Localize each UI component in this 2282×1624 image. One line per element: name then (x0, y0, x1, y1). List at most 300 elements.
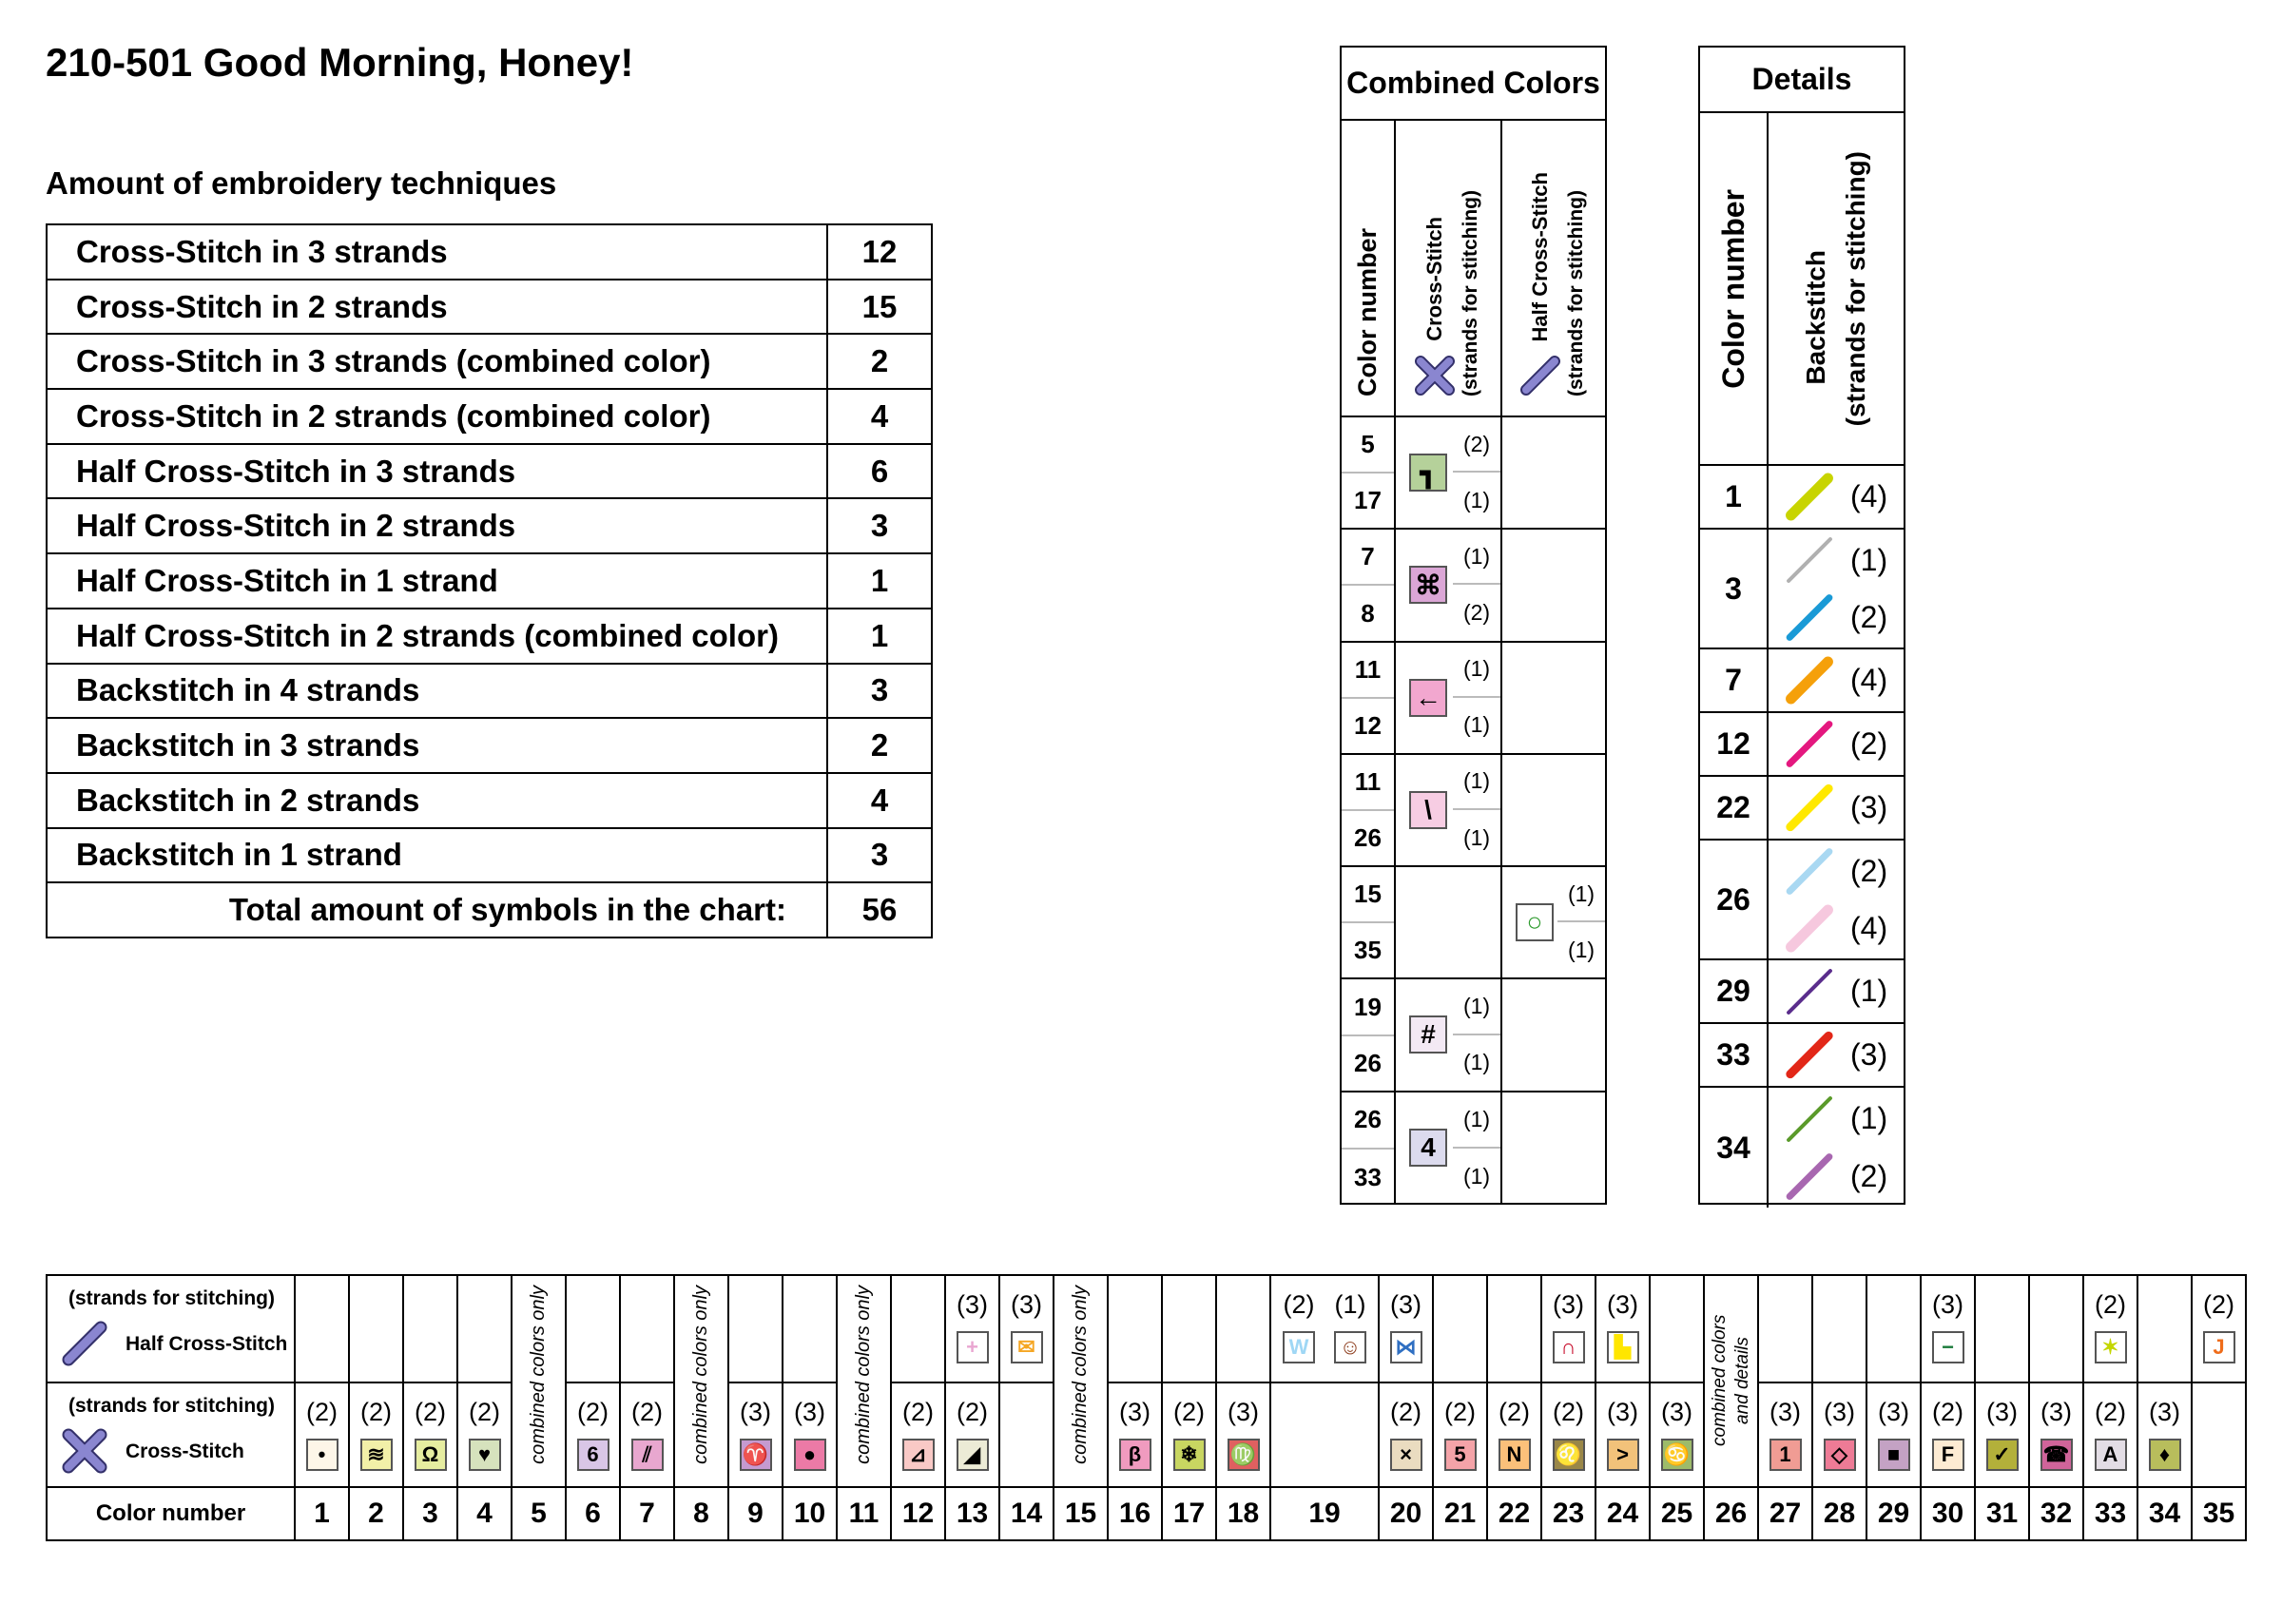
combined-color-group (1342, 979, 1605, 1092)
symbol-box: ⊿ (902, 1439, 935, 1471)
combined-color-group (1342, 417, 1605, 530)
strands-count: (3) (794, 1398, 825, 1426)
color-number: 26 (1700, 841, 1769, 958)
half-cross-stitch-cell (2029, 1275, 2083, 1382)
combined-only-label: combined colors only (1070, 1286, 1091, 1464)
backstitch-line (1769, 844, 1904, 898)
strands-count: (1) (1453, 979, 1500, 1034)
cross-stitch-entry (297, 1383, 348, 1471)
technique-row (47, 553, 932, 609)
symbol-box: \ (1409, 791, 1447, 829)
cross-stitch-entry (2139, 1383, 2191, 1471)
strands-count: (3) (1850, 1037, 1888, 1072)
color-number: 32 (2029, 1487, 2083, 1540)
backstitch-row (1700, 713, 1904, 777)
strands-count: (3) (1390, 1290, 1421, 1319)
half-cross-stitch-entry (1325, 1276, 1376, 1363)
combined-colors-note (674, 1275, 728, 1487)
technique-row (47, 224, 932, 280)
combined-color-numbers (1342, 417, 1396, 528)
color-number: 11 (1342, 643, 1394, 699)
combined-colors-note (1704, 1275, 1758, 1487)
technique-count: 1 (827, 609, 932, 664)
combined-only-label: combined colors only (853, 1286, 874, 1464)
color-number: 21 (1433, 1487, 1487, 1540)
backstitch-line (1769, 1092, 1904, 1146)
cross-stitch-entry (1923, 1383, 1974, 1471)
color-number: 11 (1342, 755, 1394, 811)
technique-label: Backstitch in 1 strand (47, 828, 827, 883)
color-number: 5 (512, 1487, 566, 1540)
backstitch-line-icon (1785, 846, 1834, 896)
combined-color-group (1342, 530, 1605, 642)
symbol-box: ✓ (1986, 1439, 2019, 1471)
strands-count: (1) (1453, 643, 1500, 698)
color-number: 23 (1541, 1487, 1595, 1540)
technique-row (47, 498, 932, 553)
cross-stitch-cell (1396, 643, 1502, 753)
color-number: 14 (999, 1487, 1054, 1540)
color-number: 19 (1270, 1487, 1379, 1540)
strands-count: (1) (1453, 1092, 1500, 1149)
color-number: 12 (891, 1487, 945, 1540)
strands-count: (1) (1462, 487, 1491, 512)
strands-count: (1) (1557, 867, 1605, 922)
strands-count: (3) (957, 1290, 988, 1319)
strands-count: (2) (1444, 1398, 1476, 1426)
half-cross-stitch-cell (945, 1275, 999, 1382)
combined-color-numbers (1342, 979, 1396, 1090)
strands-count: (1) (1462, 712, 1491, 738)
color-number: 1 (295, 1487, 349, 1540)
cross-stitch-entry (351, 1383, 402, 1471)
backstitch-lines (1769, 466, 1904, 528)
col-hcs-label: Half Cross-Stitch (1528, 171, 1552, 341)
half-cross-stitch-cell (1502, 417, 1605, 528)
combined-colors-title: Combined Colors (1342, 48, 1605, 121)
cross-stitch-entry (1814, 1383, 1866, 1471)
technique-label: Backstitch in 2 strands (47, 773, 827, 828)
symbol-box: ☺ (1334, 1331, 1366, 1363)
color-number: 35 (2192, 1487, 2246, 1540)
backstitch-line-swatch (1769, 654, 1845, 707)
half-cross-stitch-cell (728, 1275, 783, 1382)
col-color-number (1342, 121, 1396, 416)
cross-stitch-cell (2192, 1382, 2246, 1487)
color-number: 20 (1379, 1487, 1433, 1540)
half-cross-stitch-legend (47, 1275, 295, 1382)
color-number: 28 (1812, 1487, 1866, 1540)
half-cross-stitch-cell (1433, 1275, 1487, 1382)
technique-count: 15 (827, 280, 932, 335)
strands-count: (1) (1462, 1164, 1491, 1189)
backstitch-line (1769, 965, 1904, 1018)
cross-stitch-cell (1541, 1382, 1595, 1487)
combined-color-numbers (1342, 643, 1396, 753)
strands-count: (3) (1878, 1398, 1909, 1426)
cross-stitch-cell (1487, 1382, 1541, 1487)
cross-stitch-entry (1435, 1383, 1486, 1471)
strands-count: (4) (1850, 663, 1888, 697)
cross-stitch-cell (1108, 1382, 1162, 1487)
techniques-table (46, 223, 933, 938)
symbol-box: ∩ (1553, 1331, 1585, 1363)
half-cross-stitch-entry (1001, 1276, 1053, 1363)
color-number: 2 (349, 1487, 403, 1540)
backstitch-line (1769, 782, 1904, 835)
color-number: 7 (1342, 530, 1394, 586)
half-cross-stitch-cell (566, 1275, 620, 1382)
half-cross-stitch-cell (1502, 530, 1605, 640)
combined-colors-note (512, 1275, 566, 1487)
color-legend-table (46, 1274, 2247, 1541)
backstitch-lines (1769, 960, 1904, 1022)
technique-label: Half Cross-Stitch in 1 strand (47, 553, 827, 609)
color-number: 8 (674, 1487, 728, 1540)
backstitch-lines (1769, 777, 1904, 839)
backstitch-line-icon (1784, 783, 1834, 833)
backstitch-lines (1769, 1024, 1904, 1086)
cross-stitch-cell (891, 1382, 945, 1487)
symbol-box: ◇ (1824, 1439, 1856, 1471)
combined-color-group (1342, 755, 1605, 867)
color-number: 15 (1054, 1487, 1108, 1540)
color-number: 12 (1700, 713, 1769, 775)
cross-stitch-cell (620, 1382, 674, 1487)
combined-color-numbers (1342, 755, 1396, 865)
backstitch-lines (1769, 649, 1904, 711)
cross-stitch-cell (1162, 1382, 1216, 1487)
symbol-box: ♥ (469, 1439, 501, 1471)
cross-stitch-cell (1379, 1382, 1433, 1487)
half-cross-stitch-cell (620, 1275, 674, 1382)
backstitch-row (1700, 530, 1904, 649)
half-cross-stitch-icon (61, 1320, 108, 1367)
backstitch-lines (1769, 713, 1904, 775)
half-cross-stitch-cell (1812, 1275, 1866, 1382)
combined-colors-note (837, 1275, 891, 1487)
technique-row (47, 389, 932, 444)
cs-label: Cross-Stitch (126, 1440, 244, 1462)
strands-count: (2) (469, 1398, 500, 1426)
symbol-box: ⋈ (1390, 1331, 1422, 1363)
symbol-box: J (2203, 1331, 2235, 1363)
combined-colors-note (1054, 1275, 1108, 1487)
backstitch-line (1769, 471, 1904, 524)
cross-stitch-entry (1760, 1383, 1811, 1471)
cross-stitch-entry (1164, 1383, 1215, 1471)
backstitch-line-icon (1784, 654, 1835, 706)
cross-stitch-cell (1595, 1382, 1650, 1487)
color-number: 29 (1866, 1487, 1921, 1540)
half-cross-stitch-icon (1519, 355, 1561, 396)
symbol-box: 4 (1409, 1129, 1447, 1167)
col-half-cross-stitch (1502, 121, 1605, 416)
cross-stitch-cell (1396, 530, 1502, 640)
backstitch-line-icon (1785, 1152, 1834, 1202)
half-cross-stitch-entry (1273, 1276, 1325, 1363)
backstitch-line-swatch (1769, 471, 1845, 524)
half-cross-stitch-cell (1502, 755, 1605, 865)
half-cross-stitch-cell (999, 1275, 1054, 1382)
cross-stitch-legend (47, 1382, 295, 1487)
half-cross-stitch-entry (1597, 1276, 1649, 1363)
backstitch-row (1700, 960, 1904, 1024)
page-title: 210-501 Good Morning, Honey! (46, 40, 634, 85)
cross-stitch-entry (730, 1383, 782, 1471)
half-cross-stitch-cell (457, 1275, 512, 1382)
color-number: 4 (457, 1487, 512, 1540)
backstitch-line (1769, 901, 1904, 955)
color-number-label: Color number (47, 1487, 295, 1540)
strands-count: (1) (1850, 1101, 1888, 1135)
symbol-box: ○ (1516, 903, 1554, 941)
color-number: 27 (1758, 1487, 1812, 1540)
details-header (1700, 113, 1904, 466)
backstitch-line (1769, 1150, 1904, 1204)
half-cross-stitch-cell (1108, 1275, 1162, 1382)
symbol-box: ⌘ (1409, 566, 1447, 604)
half-cross-stitch-cell (1502, 867, 1605, 977)
half-cross-stitch-entry (947, 1276, 998, 1363)
col-cross-stitch (1396, 121, 1502, 416)
backstitch-line (1769, 533, 1904, 587)
strands-count: (2) (1499, 1398, 1530, 1426)
cross-stitch-entry (947, 1383, 998, 1471)
col-color-number (1700, 113, 1769, 464)
half-cross-stitch-cell (1502, 1092, 1605, 1205)
technique-label: Half Cross-Stitch in 2 strands (combined color) (47, 609, 827, 664)
color-number: 15 (1342, 867, 1394, 923)
total-count: 56 (827, 882, 932, 938)
color-number: 17 (1162, 1487, 1216, 1540)
strands-count: (2) (306, 1398, 338, 1426)
cross-stitch-cell (1921, 1382, 1975, 1487)
technique-row (47, 773, 932, 828)
backstitch-line-swatch (1769, 1029, 1845, 1082)
symbol-box: ♦ (2149, 1439, 2181, 1471)
color-number: 22 (1700, 777, 1769, 839)
backstitch-line-swatch (1769, 590, 1845, 644)
cross-stitch-cell (1396, 755, 1502, 865)
strands-count: (3) (2149, 1398, 2180, 1426)
color-number: 26 (1354, 1048, 1382, 1077)
backstitch-line-icon (1786, 968, 1832, 1015)
col-cs-strands: (strands for stitching) (1460, 189, 1481, 396)
strands-count: (2) (2095, 1398, 2126, 1426)
cross-stitch-entry (1597, 1383, 1649, 1471)
combined-color-numbers (1342, 867, 1396, 977)
half-cross-stitch-cell (1270, 1275, 1379, 1382)
technique-count: 12 (827, 224, 932, 280)
color-number: 33 (1354, 1162, 1382, 1191)
technique-count: 3 (827, 664, 932, 719)
strands-count: (2) (2095, 1290, 2126, 1319)
strands-count: (2) (1173, 1398, 1205, 1426)
cross-stitch-cell (1396, 1092, 1502, 1205)
technique-count: 4 (827, 773, 932, 828)
combined-color-group (1342, 1092, 1605, 1205)
backstitch-line (1769, 718, 1904, 771)
cross-stitch-cell (1396, 867, 1502, 977)
cross-stitch-entry (1218, 1383, 1269, 1471)
backstitch-line (1769, 654, 1904, 707)
cross-stitch-entry (1110, 1383, 1161, 1471)
backstitch-line-swatch (1769, 1150, 1845, 1204)
color-number: 18 (1216, 1487, 1270, 1540)
strands-count: (3) (1228, 1398, 1259, 1426)
strands-count: (1) (1850, 974, 1888, 1008)
strands-count: (2) (1850, 726, 1888, 761)
symbol-box: ▙ (1607, 1331, 1639, 1363)
combined-only-label: combined colors only (690, 1286, 711, 1464)
half-cross-stitch-entry (1543, 1276, 1595, 1363)
color-number: 31 (1975, 1487, 2029, 1540)
color-number: 9 (728, 1487, 783, 1540)
strands-count: (2) (631, 1398, 663, 1426)
technique-count: 4 (827, 389, 932, 444)
half-cross-stitch-cell (783, 1275, 837, 1382)
symbol-box: ♋ (1661, 1439, 1693, 1471)
backstitch-line (1769, 590, 1904, 644)
color-number: 8 (1361, 598, 1375, 628)
half-cross-stitch-entry (1923, 1276, 1974, 1363)
color-number: 3 (403, 1487, 457, 1540)
color-number: 24 (1595, 1487, 1650, 1540)
backstitch-row (1700, 1088, 1904, 1208)
symbol-box: # (1409, 1015, 1447, 1054)
technique-count: 2 (827, 334, 932, 389)
half-cross-stitch-cell (349, 1275, 403, 1382)
half-cross-stitch-cell (1502, 979, 1605, 1090)
symbol-box: Ω (415, 1439, 447, 1471)
color-number: 34 (2137, 1487, 2192, 1540)
backstitch-row (1700, 649, 1904, 713)
technique-row (47, 334, 932, 389)
strands-count: (3) (1553, 1290, 1584, 1319)
strands-count: (3) (1824, 1398, 1855, 1426)
symbol-box: β (1119, 1439, 1151, 1471)
color-number: 1 (1700, 466, 1769, 528)
combined-only-label: combined colors only (528, 1286, 549, 1464)
cross-stitch-cell (1975, 1382, 2029, 1487)
symbol-box: W (1283, 1331, 1315, 1363)
backstitch-line-icon (1784, 471, 1835, 522)
symbol-box: ♈ (740, 1439, 772, 1471)
half-cross-stitch-cell (1502, 643, 1605, 753)
strands-count: (3) (1011, 1290, 1042, 1319)
strands-count: (1) (1334, 1290, 1366, 1319)
symbol-box: F (1932, 1439, 1964, 1471)
strands-count: (3) (2040, 1398, 2072, 1426)
cross-stitch-cell (295, 1382, 349, 1487)
color-number: 33 (1700, 1024, 1769, 1086)
backstitch-line-swatch (1769, 718, 1845, 771)
cross-stitch-cell (945, 1382, 999, 1487)
half-cross-stitch-cell (1921, 1275, 1975, 1382)
color-number: 25 (1650, 1487, 1704, 1540)
half-cross-stitch-cell (1162, 1275, 1216, 1382)
symbol-box: + (957, 1331, 989, 1363)
cross-stitch-entry (1977, 1383, 2028, 1471)
strands-count: (3) (1850, 790, 1888, 824)
hcs-strands-label: (strands for stitching) (68, 1287, 275, 1309)
cross-stitch-icon (1414, 355, 1456, 396)
technique-label: Cross-Stitch in 3 strands (combined color) (47, 334, 827, 389)
symbol-box: ■ (1878, 1439, 1910, 1471)
technique-count: 3 (827, 828, 932, 883)
col-hcs-strands: (strands for stitching) (1565, 189, 1587, 396)
combined-colors-header (1342, 121, 1605, 417)
symbol-box: 6 (577, 1439, 609, 1471)
strands-count: (1) (1453, 530, 1500, 585)
combined-color-numbers (1342, 530, 1396, 640)
strands-count: (3) (1607, 1398, 1638, 1426)
details-col-color-label: Color number (1715, 188, 1750, 389)
backstitch-line-swatch (1769, 901, 1845, 955)
combined-color-group (1342, 643, 1605, 755)
backstitch-line-swatch (1769, 844, 1845, 898)
symbol-box: ← (1409, 679, 1447, 717)
technique-label: Backstitch in 3 strands (47, 718, 827, 773)
technique-count: 3 (827, 498, 932, 553)
cross-stitch-entry (1652, 1383, 1703, 1471)
technique-count: 6 (827, 444, 932, 499)
strands-count: (2) (1932, 1398, 1963, 1426)
half-cross-stitch-entry (2194, 1276, 2245, 1363)
symbol-box: ✶ (2095, 1331, 2127, 1363)
technique-label: Backstitch in 4 strands (47, 664, 827, 719)
half-cross-stitch-cell (2083, 1275, 2137, 1382)
cross-stitch-cell (457, 1382, 512, 1487)
half-cross-stitch-entry (2085, 1276, 2137, 1363)
cs-strands-label: (strands for stitching) (68, 1395, 275, 1417)
symbol-box: − (1932, 1331, 1964, 1363)
techniques-heading: Amount of embroidery techniques (46, 165, 557, 201)
symbol-box: ❄ (1173, 1439, 1206, 1471)
cross-stitch-entry (568, 1383, 619, 1471)
col-backstitch (1769, 113, 1904, 464)
half-cross-stitch-cell (1866, 1275, 1921, 1382)
hcs-label: Half Cross-Stitch (126, 1333, 288, 1355)
backstitch-row (1700, 1024, 1904, 1088)
cross-stitch-cell (999, 1382, 1054, 1487)
backstitch-line-swatch (1769, 533, 1845, 587)
symbol-box: 1 (1770, 1439, 1802, 1471)
color-number: 16 (1108, 1487, 1162, 1540)
half-cross-stitch-cell (1216, 1275, 1270, 1382)
half-cross-stitch-cell (1541, 1275, 1595, 1382)
cross-stitch-cell (1433, 1382, 1487, 1487)
technique-row (47, 718, 932, 773)
color-number: 30 (1921, 1487, 1975, 1540)
cross-stitch-cell (403, 1382, 457, 1487)
backstitch-line-icon (1786, 536, 1832, 583)
cross-stitch-cell (1216, 1382, 1270, 1487)
backstitch-line (1769, 1029, 1904, 1082)
cross-stitch-entry (622, 1383, 673, 1471)
cross-stitch-cell (2137, 1382, 2192, 1487)
symbol-box: 5 (1444, 1439, 1477, 1471)
details-table (1698, 46, 1905, 1205)
half-cross-stitch-cell (403, 1275, 457, 1382)
backstitch-row (1700, 841, 1904, 960)
half-cross-stitch-cell (295, 1275, 349, 1382)
color-number: 5 (1342, 417, 1394, 474)
cross-stitch-entry (405, 1383, 456, 1471)
symbol-box: × (1390, 1439, 1422, 1471)
backstitch-line-swatch (1769, 965, 1845, 1018)
